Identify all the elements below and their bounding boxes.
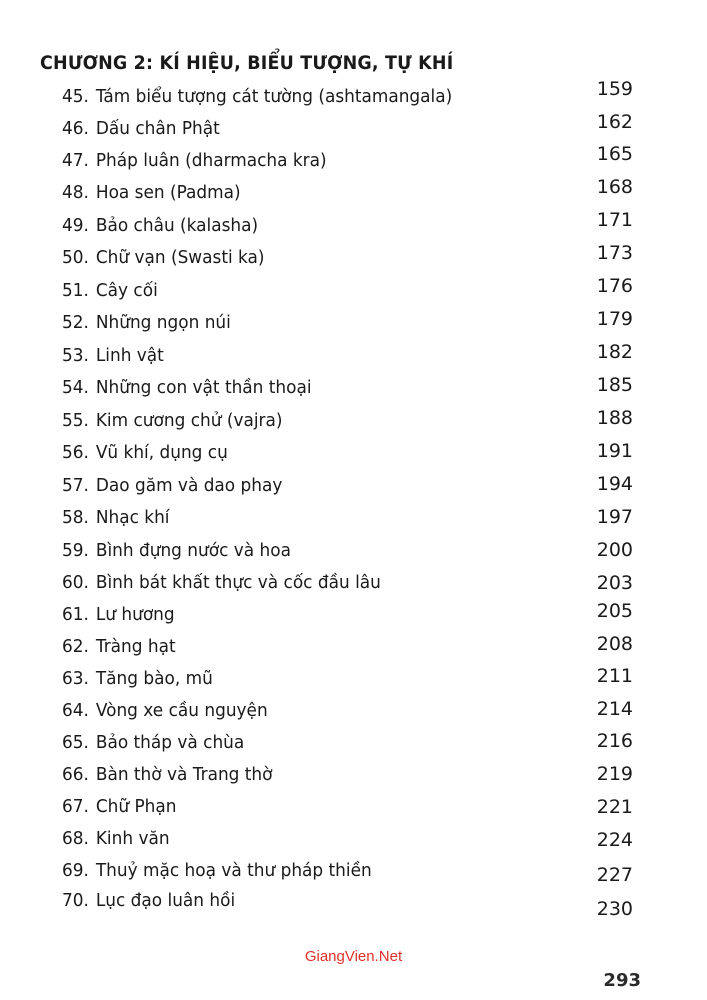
toc-entry bbox=[0, 568, 707, 598]
toc-entry-page: 216 bbox=[596, 730, 633, 752]
toc-entry-label bbox=[62, 503, 169, 533]
toc-entry-page: 205 bbox=[596, 600, 633, 622]
toc-entry-page: 173 bbox=[596, 242, 633, 264]
toc-entry-number: 69. bbox=[62, 860, 89, 881]
toc-entry-page: 162 bbox=[596, 111, 633, 133]
toc-entry-number: 46. bbox=[62, 118, 89, 139]
toc-entry-number: 55. bbox=[62, 410, 89, 431]
toc-entry-page: 224 bbox=[596, 829, 633, 851]
toc-entry bbox=[0, 406, 707, 436]
toc-entry bbox=[0, 536, 707, 566]
toc-entry-label bbox=[62, 856, 372, 886]
toc-entry-title: Tám biểu tượng cát tường (ashtamangala) bbox=[95, 86, 453, 107]
toc-entry bbox=[0, 856, 707, 886]
toc-entry-label bbox=[62, 632, 176, 662]
toc-entry-title: Bàn thờ và Trang thờ bbox=[95, 764, 273, 785]
watermark-text: GiangVien.Net bbox=[304, 948, 403, 965]
toc-entry-title: Hoa sen (Padma) bbox=[95, 182, 241, 203]
toc-entry-label bbox=[62, 373, 312, 403]
toc-entry-page: 219 bbox=[596, 763, 633, 785]
toc-entry-number: 67. bbox=[62, 796, 89, 817]
toc-entry-page: 214 bbox=[596, 698, 633, 720]
toc-entry-number: 65. bbox=[62, 732, 89, 753]
toc-entry-number: 54. bbox=[62, 377, 89, 398]
toc-entry-number: 45. bbox=[62, 86, 89, 107]
toc-entry-number: 53. bbox=[62, 345, 89, 366]
toc-entry-label bbox=[62, 728, 244, 758]
toc-entry-title: Nhạc khí bbox=[95, 507, 170, 528]
toc-entry-title: Kinh văn bbox=[95, 828, 170, 849]
page-number: 293 bbox=[603, 970, 641, 991]
toc-entry-label bbox=[62, 114, 220, 144]
toc-entry bbox=[0, 824, 707, 854]
toc-entry-number: 57. bbox=[62, 475, 89, 496]
toc-entry-number: 58. bbox=[62, 507, 89, 528]
toc-entry-page: 171 bbox=[596, 209, 633, 231]
toc-entry-label bbox=[62, 760, 273, 790]
toc-entry-title: Chữ vạn (Swasti ka) bbox=[95, 247, 265, 268]
toc-entry-number: 52. bbox=[62, 312, 89, 333]
toc-entry-title: Bảo châu (kalasha) bbox=[95, 215, 259, 236]
toc-entry-label bbox=[62, 600, 175, 630]
toc-entry bbox=[0, 308, 707, 338]
toc-entry-number: 49. bbox=[62, 215, 89, 236]
toc-entry-page: 227 bbox=[596, 864, 633, 886]
toc-entry-number: 64. bbox=[62, 700, 89, 721]
toc-entry-title: Lư hương bbox=[95, 604, 175, 625]
toc-entry-page: 159 bbox=[596, 78, 633, 100]
toc-entry bbox=[0, 886, 707, 920]
toc-entry-label bbox=[62, 146, 327, 176]
toc-entry-page: 194 bbox=[596, 473, 633, 495]
toc-entry-page: 221 bbox=[596, 796, 633, 818]
toc-entry-label bbox=[62, 471, 282, 501]
toc-entry-page: 182 bbox=[596, 341, 633, 363]
toc-entry-page: 200 bbox=[596, 539, 633, 561]
toc-entry bbox=[0, 696, 707, 726]
toc-entry-title: Kim cương chử (vajra) bbox=[95, 410, 283, 431]
toc-entry-label bbox=[62, 824, 170, 854]
chapter-title: CHƯƠNG 2: KÍ HIỆU, BIỂU TƯỢNG, TỰ KHÍ bbox=[40, 52, 454, 74]
toc-entry bbox=[0, 792, 707, 822]
toc-entry bbox=[0, 373, 707, 403]
toc-entry-number: 68. bbox=[62, 828, 89, 849]
toc-entry bbox=[0, 760, 707, 790]
toc-entry-number: 59. bbox=[62, 540, 89, 561]
toc-entry-title: Bảo tháp và chùa bbox=[95, 732, 245, 753]
toc-entry-title: Pháp luân (dharmacha kra) bbox=[95, 150, 327, 171]
toc-entry-label bbox=[62, 243, 265, 273]
toc-entry-title: Những ngọn núi bbox=[95, 312, 231, 333]
toc-entry bbox=[0, 664, 707, 694]
toc-entry-label bbox=[62, 82, 452, 112]
toc-entry-label bbox=[62, 341, 164, 371]
toc-entry-page: 191 bbox=[596, 440, 633, 462]
toc-entry-number: 50. bbox=[62, 247, 89, 268]
toc-entry-label bbox=[62, 792, 177, 822]
toc-entry-label bbox=[62, 696, 268, 726]
toc-entry-label bbox=[62, 276, 158, 306]
toc-entry-label bbox=[62, 536, 291, 566]
toc-entry-label bbox=[62, 308, 231, 338]
toc-entry-page: 179 bbox=[596, 308, 633, 330]
toc-entry-label bbox=[62, 664, 213, 694]
toc-entry-label bbox=[62, 438, 228, 468]
toc-entry-page: 176 bbox=[596, 275, 633, 297]
toc-entry bbox=[0, 503, 707, 533]
toc-entry-number: 60. bbox=[62, 572, 89, 593]
toc-entry bbox=[0, 600, 707, 630]
toc-entry-page: 203 bbox=[596, 572, 633, 594]
toc-entry-label bbox=[62, 886, 235, 916]
toc-entry bbox=[0, 438, 707, 468]
toc-entry-title: Bình bát khất thực và cốc đầu lâu bbox=[95, 572, 381, 593]
toc-entry-title: Những con vật thần thoại bbox=[95, 377, 312, 398]
toc-entry-number: 47. bbox=[62, 150, 89, 171]
toc-entry-label bbox=[62, 406, 282, 436]
toc-entry bbox=[0, 243, 707, 273]
toc-entry-number: 63. bbox=[62, 668, 89, 689]
toc-entry-title: Lục đạo luân hồi bbox=[95, 890, 236, 911]
toc-entry-title: Dao găm và dao phay bbox=[95, 475, 283, 496]
toc-entry-title: Bình đựng nước và hoa bbox=[95, 540, 291, 561]
toc-entry-label bbox=[62, 178, 241, 208]
toc-entry bbox=[0, 178, 707, 208]
toc-entry-title: Chữ Phạn bbox=[95, 796, 177, 817]
toc-entry bbox=[0, 276, 707, 306]
toc-entry-number: 56. bbox=[62, 442, 89, 463]
toc-entry-title: Vòng xe cầu nguyện bbox=[95, 700, 268, 721]
toc-entry bbox=[0, 632, 707, 662]
toc-entry-title: Tăng bào, mũ bbox=[95, 668, 213, 689]
toc-entry-number: 70. bbox=[62, 890, 89, 911]
toc-entry-number: 66. bbox=[62, 764, 89, 785]
toc-entry-page: 230 bbox=[596, 898, 633, 920]
toc-entry-number: 51. bbox=[62, 280, 89, 301]
toc-entry-title: Tràng hạt bbox=[95, 636, 176, 657]
toc-entry bbox=[0, 211, 707, 241]
toc-entry-page: 165 bbox=[596, 143, 633, 165]
toc-entry-title: Thuỷ mặc hoạ và thư pháp thiền bbox=[95, 860, 372, 881]
toc-entry-page: 185 bbox=[596, 374, 633, 396]
toc-entry bbox=[0, 471, 707, 501]
toc-entry-page: 188 bbox=[596, 407, 633, 429]
toc-entry-title: Cây cối bbox=[95, 280, 158, 301]
toc-entry-page: 168 bbox=[596, 176, 633, 198]
toc-entry-number: 48. bbox=[62, 182, 89, 203]
toc-entry-label bbox=[62, 568, 381, 598]
toc-entry-number: 62. bbox=[62, 636, 89, 657]
toc-entry-title: Dấu chân Phật bbox=[95, 118, 220, 139]
toc-entry-title: Vũ khí, dụng cụ bbox=[95, 442, 228, 463]
toc-entry-number: 61. bbox=[62, 604, 89, 625]
toc-entry-title: Linh vật bbox=[95, 345, 164, 366]
toc-entry-label bbox=[62, 211, 258, 241]
toc-entry-page: 208 bbox=[596, 633, 633, 655]
toc-entry bbox=[0, 341, 707, 371]
toc-entry-page: 211 bbox=[596, 665, 633, 687]
toc-entry bbox=[0, 728, 707, 758]
toc-entry-page: 197 bbox=[596, 506, 633, 528]
